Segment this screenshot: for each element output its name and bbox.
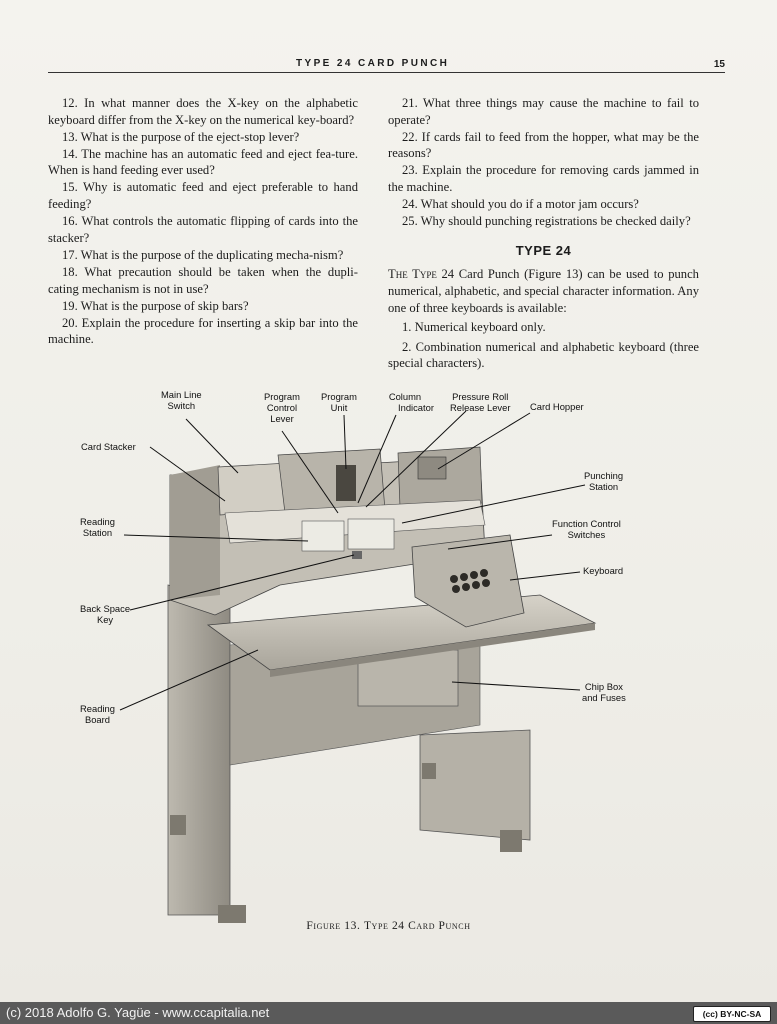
- caption-prefix: Figure 13.: [306, 920, 361, 932]
- question: 13. What is the purpose of the eject-stop lever?: [62, 129, 300, 144]
- list-item: 2. Combination numerical and alphabetic keyboard (three special characters).: [388, 339, 699, 371]
- label-program-unit: Program Unit: [321, 391, 357, 413]
- intro-rest: Card Punch (Figure 13) can be used to punch numerical, alphabetic, and special character information. Any one of three keyboards is available:: [388, 267, 699, 315]
- figure-caption: [0, 920, 777, 932]
- question: 22. If cards fail to feed from the hopper, what may be the reasons?: [388, 129, 699, 161]
- label-function-control-switches: Function Control Switches: [552, 518, 621, 540]
- cc-license-badge[interactable]: (cc) BY-NC-SA: [693, 1006, 771, 1022]
- section-intro: [388, 266, 699, 316]
- label-pressure-roll-release-lever: Pressure Roll Release Lever: [450, 391, 511, 413]
- card-punch-photo: [40, 385, 740, 930]
- credit-text: (c) 2018 Adolfo G. Yagüe - www.ccapitalia.net: [6, 1005, 270, 1020]
- running-header-title: TYPE 24 CARD PUNCH: [296, 58, 450, 69]
- label-keyboard: Keyboard: [583, 565, 624, 576]
- card-stacker-unit: [218, 463, 290, 515]
- question: 20. Explain the procedure for inserting a skip bar into the machine.: [48, 315, 358, 347]
- question: 14. The machine has an automatic feed and eject fea-ture. When is hand feeding ever used?: [48, 146, 358, 178]
- left-column: [48, 95, 358, 348]
- question: 15. Why is automatic feed and eject preferable to hand feeding?: [48, 180, 358, 212]
- label-card-stacker: Card Stacker: [81, 441, 136, 452]
- page-number: 15: [713, 59, 725, 70]
- right-column: [388, 95, 699, 375]
- question: 18. What precaution should be taken when the dupli-cating mechanism is not in use?: [48, 264, 358, 296]
- keyboard-options: [388, 319, 699, 372]
- running-header: [48, 56, 725, 73]
- right-leg: [420, 730, 530, 840]
- label-card-hopper: Card Hopper: [530, 401, 584, 412]
- figure-13: [40, 385, 740, 930]
- label-back-space-key: Back Space Key: [80, 603, 131, 625]
- label-chip-box-and-fuses: Chip Box and Fuses: [582, 681, 626, 703]
- question: 16. What controls the automatic flipping of cards into the stacker?: [48, 214, 358, 245]
- question: 23. Explain the procedure for removing cards jammed in the machine.: [388, 163, 699, 194]
- section-heading: TYPE 24: [515, 242, 572, 258]
- label-reading-station: Reading Station: [80, 516, 115, 538]
- question: 24. What should you do if a motor jam occurs?: [402, 197, 639, 212]
- question: 17. What is the purpose of the duplicating mecha-nism?: [62, 247, 344, 262]
- question: 12. In what manner does the X-key on the alphabetic keyboard differ from the X-key on the numerical key-board?: [48, 96, 358, 127]
- label-punching-station: Punching Station: [584, 470, 624, 492]
- credit-bar: [0, 1002, 777, 1024]
- label-program-control-lever: Program Control Lever: [264, 391, 300, 424]
- label-main-line-switch: Main Line Switch: [161, 389, 202, 411]
- label-reading-board: Reading Board: [80, 703, 115, 725]
- question: 25. Why should punching registrations be checked daily?: [402, 214, 691, 229]
- label-column-indicator: Column Indicator: [388, 391, 434, 413]
- list-item: 1. Numerical keyboard only.: [402, 320, 546, 335]
- question: 21. What three things may cause the machine to fail to operate?: [388, 96, 699, 127]
- intro-lead: The Type 24: [388, 267, 455, 282]
- question: 19. What is the purpose of skip bars?: [62, 298, 249, 313]
- caption-text: Type 24 Card Punch: [363, 920, 471, 932]
